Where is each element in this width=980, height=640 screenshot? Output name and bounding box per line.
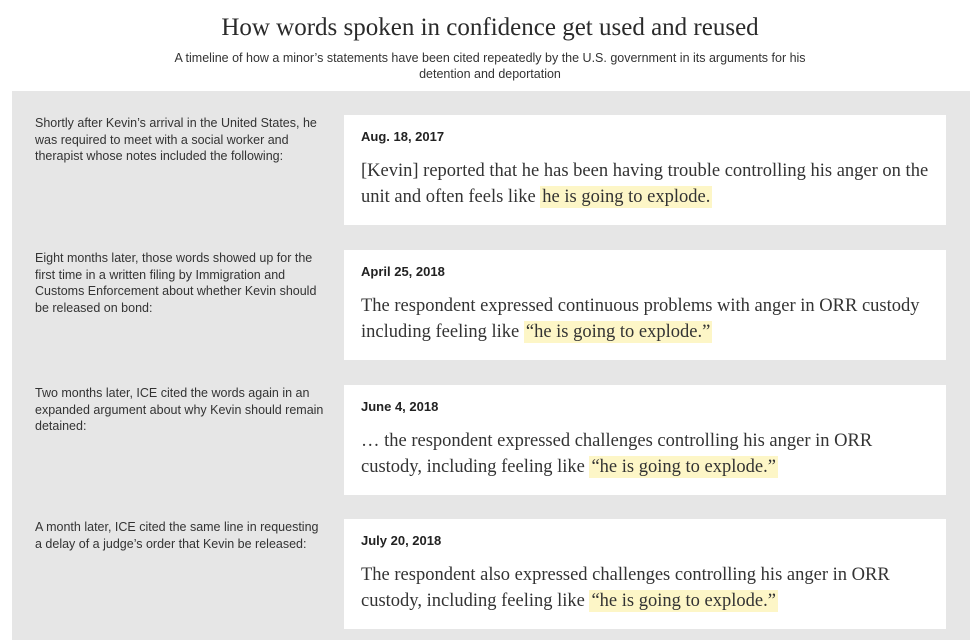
quote-text (361, 428, 930, 480)
step-description: Two months later, ICE cited the words again in an expanded argument about why Kevin should remain detained: (35, 386, 324, 433)
quote-card (344, 385, 946, 495)
quote-highlight: “he is going to explode.” (591, 591, 776, 611)
quote-card (344, 115, 946, 225)
step-description: Shortly after Kevin’s arrival in the United States, he was required to meet with a social worker and therapist whose notes included the following: (35, 116, 317, 163)
quote-card (344, 519, 946, 629)
timeline-step-4 (12, 495, 970, 615)
quote-highlight: “he is going to explode.” (591, 457, 776, 477)
quote-text (361, 158, 930, 210)
timeline-step-1 (12, 91, 970, 211)
quote-body: … the respondent expressed challenges controlling his anger in ORR custody, including feeling like (361, 431, 873, 477)
quote-body: The respondent expressed continuous problems with anger in ORR custody including feeling like (361, 296, 920, 342)
step-description: Eight months later, those words showed up for the first time in a written filing by Immigration and Customs Enforcement about whether Kevin should be released on bond: (35, 251, 317, 315)
step-description: A month later, ICE cited the same line in requesting a delay of a judge’s order that Kevin be released: (35, 520, 319, 551)
page-subtitle: A timeline of how a minor’s statements have been cited repeatedly by the U.S. government in its arguments for his detention and deportation (174, 51, 806, 81)
quote-text (361, 562, 930, 614)
quote-date: Aug. 18, 2017 (361, 129, 445, 144)
quote-body: The respondent also expressed challenges controlling his anger in ORR custody, including feeling like (361, 565, 890, 611)
timeline-step-2 (12, 226, 970, 346)
quote-date: April 25, 2018 (361, 264, 445, 279)
timeline (12, 91, 970, 640)
quote-date: July 20, 2018 (361, 533, 442, 548)
quote-text (361, 293, 930, 345)
page-title: How words spoken in confidence get used and reused (221, 14, 759, 41)
quote-card (344, 250, 946, 360)
quote-date: June 4, 2018 (361, 399, 439, 414)
timeline-step-3 (12, 361, 970, 481)
quote-body: [Kevin] reported that he has been having trouble controlling his anger on the unit and often feels like (361, 161, 929, 207)
quote-highlight: “he is going to explode.” (525, 322, 711, 342)
quote-highlight: he is going to explode. (542, 187, 711, 207)
